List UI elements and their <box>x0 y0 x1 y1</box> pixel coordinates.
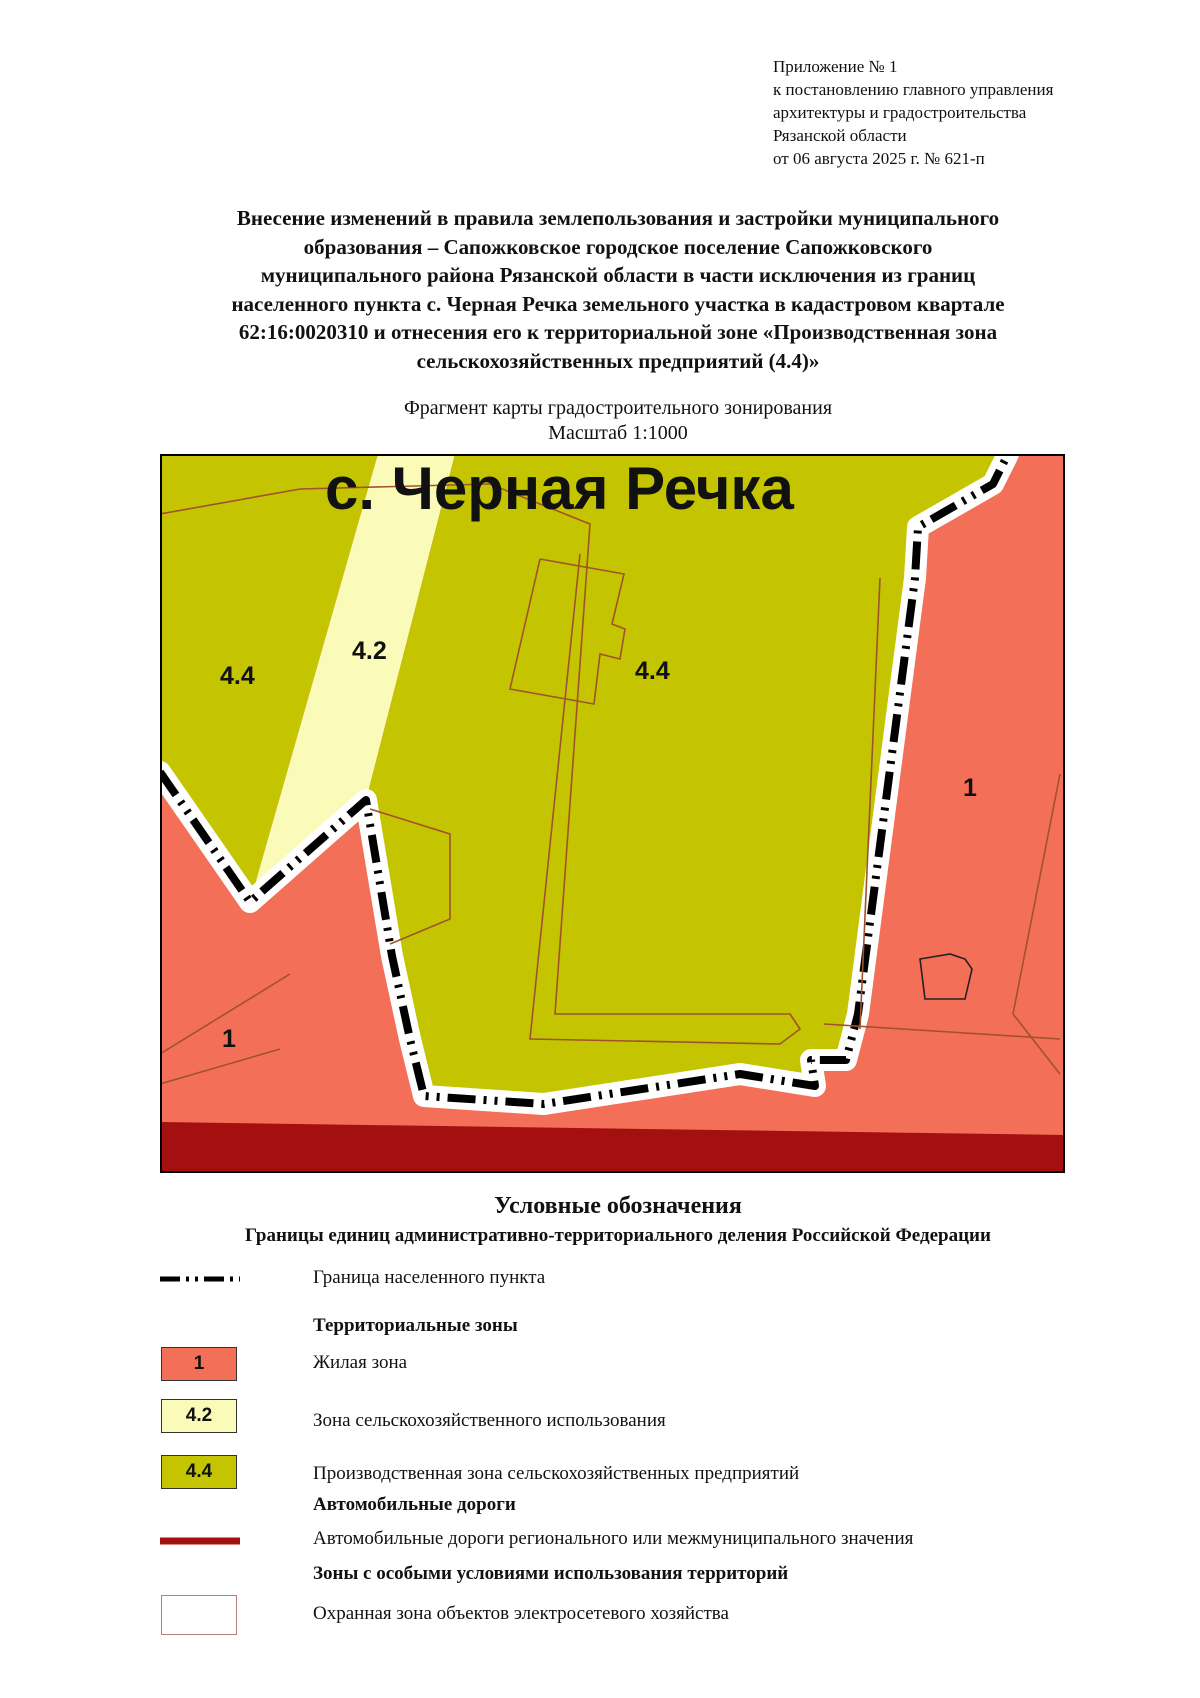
map-subtitle <box>300 396 936 446</box>
special-zones-heading: Зоны с особыми условиями использования территорий <box>313 1563 789 1584</box>
appendix-header <box>773 55 1133 170</box>
road-line-sample <box>160 1536 240 1546</box>
zone-label-44-left: 4.4 <box>220 662 255 690</box>
boundary-line-sample <box>160 1271 240 1287</box>
map-scale: Масштаб 1:1000 <box>548 422 688 444</box>
boundary-legend-label: Граница населенного пункта <box>313 1267 546 1288</box>
appendix-line: архитектуры и градостроительства <box>773 103 1027 122</box>
protection-zone-label: Охранная зона объектов электросетевого хозяйства <box>313 1603 729 1624</box>
legend-title: Условные обозначения <box>494 1193 742 1219</box>
appendix-line: к постановлению главного управления <box>773 80 1054 99</box>
title-line: Внесение изменений в правила землепользования и застройки муниципального <box>236 206 1000 230</box>
protection-zone-swatch <box>161 1595 237 1635</box>
zoning-map <box>160 454 1065 1173</box>
zone-42-label: Зона сельскохозяйственного использования <box>313 1410 666 1431</box>
document-title <box>150 204 1086 375</box>
zone-44-label: Производственная зона сельскохозяйственных предприятий <box>313 1463 800 1484</box>
zone-label-1-left: 1 <box>222 1025 236 1053</box>
zone-label-1-right: 1 <box>963 774 977 802</box>
appendix-line: от 06 августа 2025 г. № 621-п <box>773 149 985 168</box>
zone-label-42: 4.2 <box>352 637 387 665</box>
zone-label-44-center: 4.4 <box>635 657 670 685</box>
zone-44-swatch: 4.4 <box>161 1455 237 1489</box>
zones-heading: Территориальные зоны <box>313 1315 518 1336</box>
appendix-line: Приложение № 1 <box>773 57 898 76</box>
zone-1-label: Жилая зона <box>313 1352 408 1373</box>
map-caption: Фрагмент карты градостроительного зонирования <box>403 397 833 419</box>
title-line: муниципального района Рязанской области в части исключения из границ <box>260 263 976 287</box>
appendix-line: Рязанской области <box>773 126 907 145</box>
legend-subtitle: Границы единиц административно-территориального деления Российской Федерации <box>245 1225 991 1246</box>
title-line: образования – Сапожковское городское поселение Сапожковского <box>303 234 933 259</box>
road-legend-label: Автомобильные дороги регионального или межмуниципального значения <box>313 1528 914 1549</box>
zone-42-swatch: 4.2 <box>161 1399 237 1433</box>
title-line: сельскохозяйственных предприятий (4.4)» <box>416 348 820 373</box>
title-line: населенного пункта с. Черная Речка земельного участка в кадастровом квартале <box>231 291 1005 316</box>
settlement-label: с. Черная Речка <box>325 455 794 522</box>
title-line: 62:16:0020310 и отнесения его к территориальной зоне «Производственная зона <box>238 320 998 344</box>
roads-heading: Автомобильные дороги <box>313 1494 516 1515</box>
zone-1-swatch: 1 <box>161 1347 237 1381</box>
